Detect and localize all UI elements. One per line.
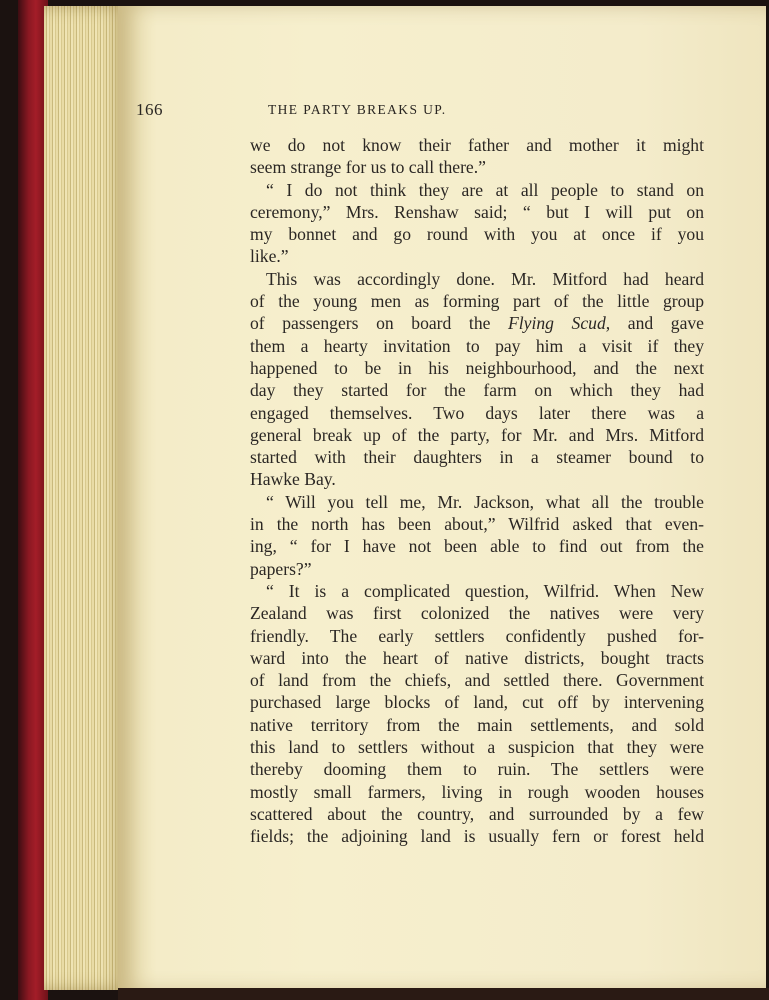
page-stack-edge: [44, 6, 128, 990]
page-bottom-shadow: [118, 988, 769, 1000]
text-line: purchased large blocks of land, cut off by intervening: [250, 692, 704, 713]
text-line: started with their daughters in a steamer bound to: [250, 447, 704, 468]
text-line: seem strange for us to call there.”: [250, 157, 486, 178]
text-line: like.”: [250, 246, 289, 267]
text-line: papers?”: [250, 558, 312, 579]
text-line: scattered about the country, and surrounded by a few: [250, 803, 704, 824]
text-line: ing, “ for I have not been able to find out from the: [250, 536, 704, 557]
text-line: my bonnet and go round with you at once if you: [250, 224, 704, 245]
text-line: fields; the adjoining land is usually fern or forest held: [250, 826, 704, 847]
body-text: [250, 134, 704, 848]
text-line: friendly. The early settlers confidently pushed for-: [250, 625, 704, 646]
page-header: [136, 100, 586, 124]
text-line: Zealand was first colonized the natives were very: [250, 603, 704, 624]
text-line: this land to settlers without a suspicion that they were: [250, 737, 704, 758]
text-line: them a hearty invitation to pay him a visit if they: [250, 335, 704, 356]
text-line: ward into the heart of native districts, bought tracts: [250, 647, 704, 668]
text-line: of the young men as forming part of the little group: [250, 291, 704, 312]
text-line: mostly small farmers, living in rough wooden houses: [250, 781, 704, 802]
text-line: thereby dooming them to ruin. The settlers were: [250, 759, 704, 780]
ship-name: Flying Scud,: [508, 313, 611, 334]
running-head: THE PARTY BREAKS UP.: [268, 102, 447, 117]
text-line: engaged themselves. Two days later there was a: [250, 402, 704, 423]
text-line: in the north has been about,” Wilfrid asked that even-: [250, 514, 704, 535]
text-line: day they started for the farm on which they had: [250, 380, 704, 401]
text-line: “ It is a complicated question, Wilfrid. When New: [266, 580, 704, 601]
text-fragment: of passengers on board the: [250, 313, 509, 334]
text-line: happened to be in his neighbourhood, and the next: [250, 357, 704, 378]
text-line: ceremony,” Mrs. Renshaw said; “ but I will put on: [250, 201, 704, 222]
text-line: Hawke Bay.: [250, 469, 336, 490]
text-line: general break up of the party, for Mr. and Mrs. Mitford: [250, 424, 704, 445]
text-line: native territory from the main settlements, and sold: [250, 714, 704, 735]
text-line-with-ship-name: [250, 312, 704, 334]
page-number: 166: [136, 100, 163, 119]
text-fragment: and gave: [610, 313, 704, 334]
text-line: we do not know their father and mother it might: [250, 135, 704, 155]
text-line: “ I do not think they are at all people to stand on: [266, 179, 704, 200]
text-line: of land from the chiefs, and settled there. Government: [250, 670, 704, 691]
text-line: “ Will you tell me, Mr. Jackson, what all the trouble: [266, 491, 704, 512]
text-line: This was accordingly done. Mr. Mitford had heard: [266, 268, 704, 289]
